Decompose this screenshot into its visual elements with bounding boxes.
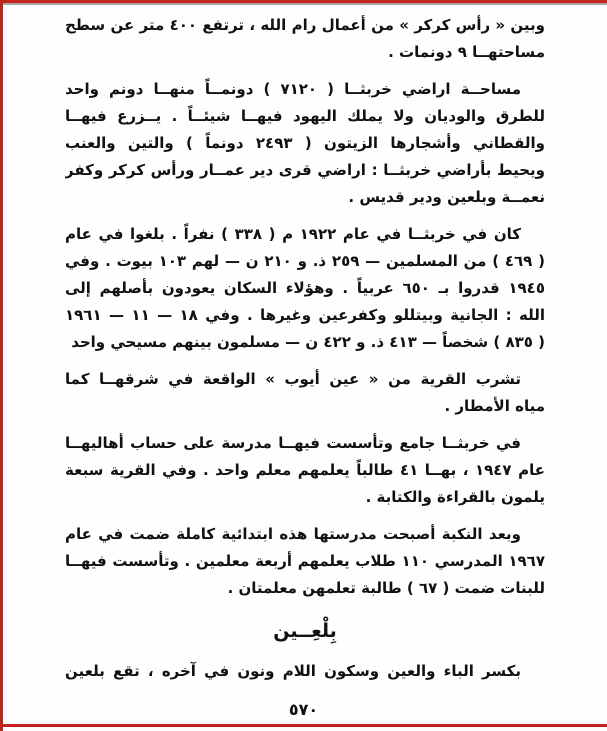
paragraph-water-source xyxy=(65,366,545,420)
scan-border-top-gray xyxy=(0,3,607,5)
text-line: يلمون بالقراءة والكتابة . xyxy=(365,488,545,506)
text-line: وبين « رأس كركر » من أعمال رام الله ، ترتفع ٤٠٠ متر عن سطح xyxy=(65,16,545,34)
text-line: ( ٨٣٥ ) شخصاً — ٤١٣ ذ. و ٤٢٢ ن — مسلمون بينهم مسيحي واحد xyxy=(71,333,545,351)
scan-border-left-red xyxy=(0,0,3,731)
text-line: والقطاني وأشجارها الزيتون ( ٢٤٩٣ دونماً ) والتين والعنب xyxy=(65,134,545,152)
paragraph-bilin-intro xyxy=(65,658,545,685)
text-line: وبعد النكبة أصبحت مدرستها هذه ابتدائية كاملة ضمت في عام xyxy=(65,525,521,543)
text-line: ويحيط بأراضي خربثــا : اراضي قرى دير عمــار ورأس كركر وكفر xyxy=(65,161,545,179)
text-line: للطرق والوديان ولا يملك اليهود فيهــا شيئــاً . يــزرع فيهــا xyxy=(65,107,545,125)
section-heading-bilin: بِلْعِــين xyxy=(273,620,337,642)
text-line: للبنات ضمت ( ٦٧ ) طالبة تعلمهن معلمتان . xyxy=(227,579,545,597)
paragraph-population xyxy=(65,221,545,356)
paragraph-post-nakba-school xyxy=(65,521,545,602)
paragraph-mosque-school xyxy=(65,430,545,511)
text-line: نعمــة وبلعين ودير قديس . xyxy=(348,188,545,206)
text-line: ١٩٦٧ المدرسي ١١٠ طلاب يعلمهم أربعة معلمين . وتأسست فيهــا xyxy=(65,552,545,570)
text-column xyxy=(65,12,545,695)
text-line: ١٩٤٥ قدروا بـ ٦٥٠ عربياً . وهؤلاء السكان يعودون بأصلهم إلى xyxy=(65,279,545,297)
text-line: مساحــة اراضي خربثــا ( ٧١٢٠ ) دونمــاً منهــا دونم واحد xyxy=(65,80,521,98)
text-line: مساحتهــا ٩ دونمات . xyxy=(388,43,545,61)
paragraph-land-area xyxy=(65,76,545,211)
text-line: الله : الجانية وبيتللو وكفرعين وغيرها . وفي ١٨ — ١١ — ١٩٦١ xyxy=(65,306,545,324)
text-line: بكسر الباء والعين وسكون اللام ونون في آخره ، تقع بلعين xyxy=(65,662,521,680)
text-line: ( ٤٦٩ ) من المسلمين — ٢٥٩ ذ. و ٢١٠ ن — لهم ١٠٣ بيوت . وفي xyxy=(65,252,545,270)
text-line: في خربثــا جامع وتأسست فيهــا مدرسة على حساب أهاليهــا xyxy=(65,434,521,452)
text-line: مياه الأمطار . xyxy=(444,397,545,415)
page-number: ٥٧٠ xyxy=(288,700,319,719)
paragraph-village-location xyxy=(65,12,545,66)
scan-border-bottom-red xyxy=(0,724,607,727)
text-line: تشرب القرية من « عين أيوب » الواقعة في شرقهــا كما xyxy=(65,370,521,388)
text-line: كان في خربثــا في عام ١٩٢٢ م ( ٣٣٨ ) نفراً . بلغوا في عام xyxy=(65,225,521,243)
text-line: عام ١٩٤٧ ، بهــا ٤١ طالباً يعلمهم معلم واحد . وفي القرية سبعة xyxy=(65,461,545,479)
